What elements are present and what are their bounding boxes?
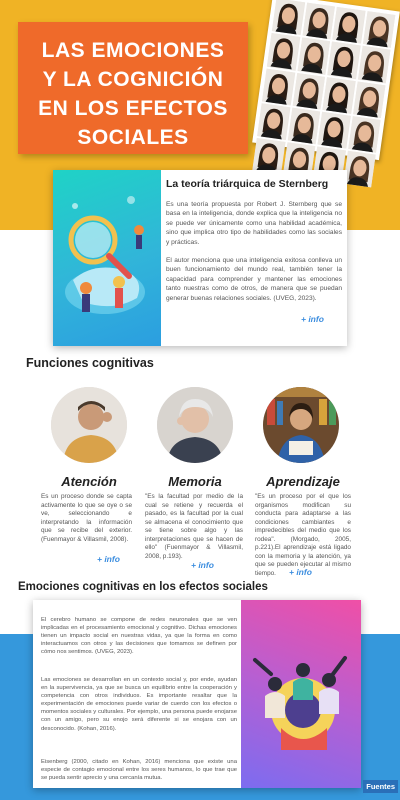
attention-text: Es un proceso donde se capta activamente lo que se oye o se ve, seleccionando e interpretando la información que se recibe del exterior. (Fuenmayor & Villasmil, 2008). (41, 493, 132, 543)
collage-face (343, 151, 376, 188)
attention-photo (51, 387, 127, 463)
memory-text: "Es la facultad por medio de la cual se retiene y recuerda el pasado, es la facultad por la cual se almacena el conocimiento que se tiene sobre algo y las interpretaciones que se hacen de ello" (Fuenmayor & Villasmil, 2008, p.193). (145, 493, 243, 560)
collage-face (262, 68, 295, 105)
theory-paragraph-1: Es una teoría propuesta por Robert J. Sternberg que se basa en la inteligencia, donde explica que la inteligencia no se puede ver únicamente como una habilidad académica, sino que implica otro tipo de habilidades como las sociales y prácticas. (166, 201, 342, 246)
collage-face (297, 37, 330, 74)
collage-face (318, 112, 351, 149)
people-illustration (241, 600, 361, 788)
collage-face (358, 46, 391, 83)
title-box (18, 22, 248, 154)
social-card (33, 600, 361, 788)
collage-face (322, 77, 355, 114)
page-title: LAS EMOCIONES Y LA COGNICIÓN EN LOS EFECTOS SOCIALES (38, 39, 228, 149)
collage-face (287, 107, 320, 144)
collage-face (257, 103, 290, 140)
social-paragraph-2: Las emociones se desarrollan en un contexto social y, por ende, ayudan en la supervivencia, ya que se busca un equilibrio entre la cooperación y competencia con otros individuos. Es importante resaltar que la experimentación de emociones puede variar de cuerdo con los efectos o momentos sociales y culturales. Por ejemplo, una persona puede enojarse con un amigo, pero su enojo será diferente si se enojara con un desconocido. (Kohan, 2016). (41, 677, 237, 732)
collage-face (292, 72, 325, 109)
collage-face (348, 116, 381, 153)
theory-paragraph-2: El autor menciona que una inteligencia exitosa conlleva un buen funcionamiento del mundo real, también tener la capacidad para comprender y mantener las emociones tanto nuestras como de otros, de manera que se puedan generar buenas relaciones sociales. (UVEG, 2023). (166, 257, 342, 302)
memory-photo (157, 387, 233, 463)
collage-face (353, 81, 386, 118)
collage-face (302, 3, 335, 40)
social-paragraph-1: El cerebro humano se compone de redes neuronales que se ven implicadas en el procesamiento emocional y cognitivo. Dichas emociones tienen un impacto social en nuestras vidas, ya que la forma en como interactuamos con otros y las decisiones que tomamos se definen por cómo nos sentimos. (UVEG, 2023). (41, 617, 237, 656)
attention-title: Atención (61, 474, 117, 489)
learning-photo (263, 387, 339, 463)
functions-heading: Funciones cognitivas (26, 356, 154, 370)
attention-info-link[interactable]: + info (97, 554, 120, 564)
memory-info-link[interactable]: + info (191, 560, 214, 570)
social-paragraph-3: Eisenberg (2000, citado en Kohan, 2016) menciona que existe una especie de contagio emocional entre los seres humanos, lo que trae que se pueda sentir aprecio y una cercanía mutua. (41, 759, 237, 782)
memory-title: Memoria (168, 474, 222, 489)
social-heading: Emociones cognitivas en los efectos sociales (18, 581, 268, 593)
collage-face (267, 33, 300, 70)
learning-info-link[interactable]: + info (289, 567, 312, 577)
theory-title: La teoría triárquica de Sternberg (166, 178, 329, 190)
collage-face (327, 42, 360, 79)
sources-button[interactable]: Fuentes (363, 780, 398, 793)
collage-face (332, 7, 365, 44)
theory-card (53, 170, 347, 346)
collage-face (362, 11, 395, 48)
brain-illustration (53, 170, 161, 346)
learning-text: "Es un proceso por el que los organismos modifican su conducta para adaptarse a las condiciones cambiantes e impredecibles del medio que los rodea". (Morgado, 2005, p.221).El aprendizaje está ligado con la memoria y la atención, ya que se pueden ejecutar al mismo tiempo. (255, 493, 351, 577)
collage-face (272, 0, 305, 35)
theory-info-link[interactable]: + info (301, 314, 324, 324)
learning-title: Aprendizaje (266, 474, 340, 489)
emotions-photo-collage (252, 0, 400, 160)
